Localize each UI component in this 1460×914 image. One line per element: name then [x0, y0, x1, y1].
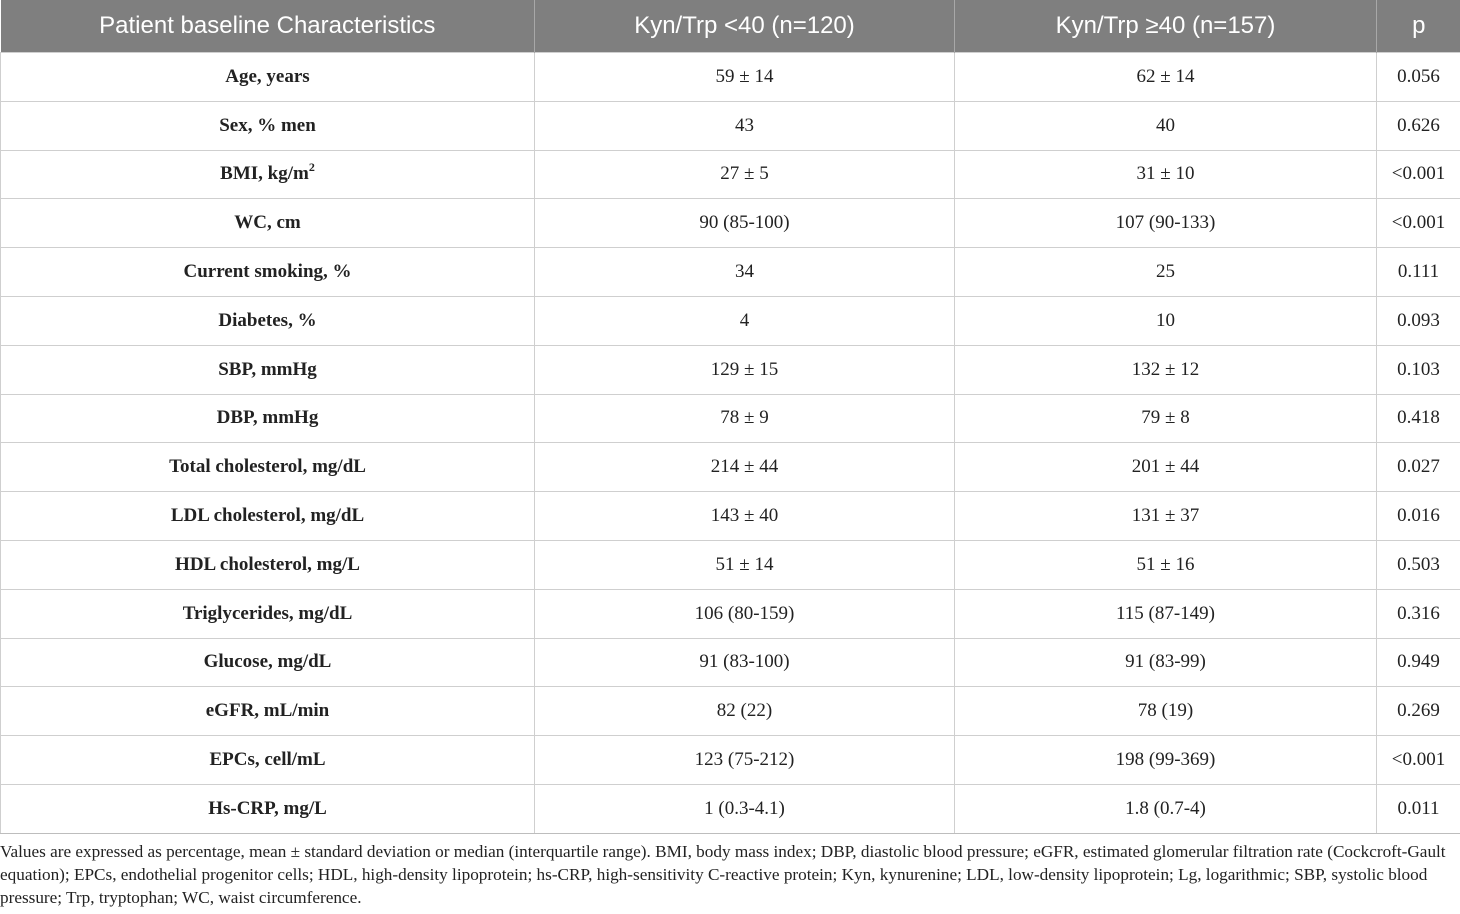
cell-high-group: 1.8 (0.7-4): [955, 784, 1377, 833]
table-header: [1, 0, 1460, 53]
row-label: DBP, mmHg: [1, 394, 535, 443]
cell-low-group: 59 ± 14: [535, 53, 955, 102]
table-body: [1, 53, 1460, 834]
cell-high-group: 51 ± 16: [955, 540, 1377, 589]
table-row: [1, 150, 1460, 199]
table-row: [1, 540, 1460, 589]
cell-low-group: 143 ± 40: [535, 492, 955, 541]
cell-high-group: 91 (83-99): [955, 638, 1377, 687]
cell-low-group: 129 ± 15: [535, 345, 955, 394]
cell-high-group: 25: [955, 248, 1377, 297]
cell-p-value: 0.093: [1377, 296, 1460, 345]
table-row: [1, 53, 1460, 102]
cell-low-group: 82 (22): [535, 687, 955, 736]
header-kyn-trp-low: Kyn/Trp <40 (n=120): [535, 0, 955, 53]
row-label: SBP, mmHg: [1, 345, 535, 394]
cell-p-value: 0.949: [1377, 638, 1460, 687]
cell-low-group: 1 (0.3-4.1): [535, 784, 955, 833]
cell-low-group: 91 (83-100): [535, 638, 955, 687]
row-label: Glucose, mg/dL: [1, 638, 535, 687]
cell-low-group: 78 ± 9: [535, 394, 955, 443]
cell-p-value: 0.027: [1377, 443, 1460, 492]
table-row: [1, 443, 1460, 492]
cell-high-group: 79 ± 8: [955, 394, 1377, 443]
cell-low-group: 43: [535, 101, 955, 150]
cell-p-value: 0.269: [1377, 687, 1460, 736]
cell-p-value: <0.001: [1377, 736, 1460, 785]
cell-p-value: 0.056: [1377, 53, 1460, 102]
row-label: [1, 150, 535, 199]
cell-low-group: 51 ± 14: [535, 540, 955, 589]
cell-p-value: 0.111: [1377, 248, 1460, 297]
table-row: [1, 394, 1460, 443]
cell-high-group: 198 (99-369): [955, 736, 1377, 785]
row-label: eGFR, mL/min: [1, 687, 535, 736]
header-kyn-trp-high: Kyn/Trp ≥40 (n=157): [955, 0, 1377, 53]
header-characteristics: Patient baseline Characteristics: [1, 0, 535, 53]
table-row: [1, 199, 1460, 248]
row-label: Hs-CRP, mg/L: [1, 784, 535, 833]
row-label: Total cholesterol, mg/dL: [1, 443, 535, 492]
table-row: [1, 784, 1460, 833]
table-footnote: Values are expressed as percentage, mean ± standard deviation or median (interquartile range). BMI, body mass index; DBP, diastolic blood pressure; eGFR, estimated glomerular filtration rate (Cockcroft-Gault equation); EPCs, endothelial progenitor cells; HDL, high-density lipoprotein; hs-CRP, high-sensitivity C-reactive protein; Kyn, kynurenine; LDL, low-density lipoprotein; Lg, logarithmic; SBP, systolic blood pressure; Trp, tryptophan; WC, waist circumference.: [0, 842, 1446, 907]
cell-high-group: 40: [955, 101, 1377, 150]
cell-low-group: 123 (75-212): [535, 736, 955, 785]
row-label: Current smoking, %: [1, 248, 535, 297]
cell-high-group: 107 (90-133): [955, 199, 1377, 248]
row-label: Sex, % men: [1, 101, 535, 150]
table-row: [1, 296, 1460, 345]
table-row: [1, 687, 1460, 736]
cell-high-group: 132 ± 12: [955, 345, 1377, 394]
row-label: HDL cholesterol, mg/L: [1, 540, 535, 589]
cell-p-value: 0.626: [1377, 101, 1460, 150]
row-label: EPCs, cell/mL: [1, 736, 535, 785]
cell-high-group: 115 (87-149): [955, 589, 1377, 638]
cell-high-group: 62 ± 14: [955, 53, 1377, 102]
cell-p-value: 0.418: [1377, 394, 1460, 443]
cell-low-group: 34: [535, 248, 955, 297]
table-row: [1, 345, 1460, 394]
cell-high-group: 201 ± 44: [955, 443, 1377, 492]
cell-high-group: 131 ± 37: [955, 492, 1377, 541]
header-p-value: p: [1377, 0, 1460, 53]
row-label: WC, cm: [1, 199, 535, 248]
cell-p-value: <0.001: [1377, 150, 1460, 199]
table-row: [1, 638, 1460, 687]
cell-p-value: 0.016: [1377, 492, 1460, 541]
cell-p-value: 0.316: [1377, 589, 1460, 638]
cell-high-group: 31 ± 10: [955, 150, 1377, 199]
cell-low-group: 106 (80-159): [535, 589, 955, 638]
row-label: Diabetes, %: [1, 296, 535, 345]
table-row: [1, 248, 1460, 297]
cell-p-value: 0.103: [1377, 345, 1460, 394]
row-label: LDL cholesterol, mg/dL: [1, 492, 535, 541]
row-label: Age, years: [1, 53, 535, 102]
cell-p-value: <0.001: [1377, 199, 1460, 248]
table-row: [1, 736, 1460, 785]
cell-high-group: 78 (19): [955, 687, 1377, 736]
cell-low-group: 90 (85-100): [535, 199, 955, 248]
cell-high-group: 10: [955, 296, 1377, 345]
table-row: [1, 492, 1460, 541]
table-row: [1, 589, 1460, 638]
row-label-superscript: 2: [308, 160, 315, 175]
cell-p-value: 0.503: [1377, 540, 1460, 589]
cell-p-value: 0.011: [1377, 784, 1460, 833]
header-row: [1, 0, 1460, 53]
cell-low-group: 27 ± 5: [535, 150, 955, 199]
row-label: Triglycerides, mg/dL: [1, 589, 535, 638]
cell-low-group: 4: [535, 296, 955, 345]
row-label-text: BMI, kg/m: [220, 163, 309, 185]
table-row: [1, 101, 1460, 150]
cell-low-group: 214 ± 44: [535, 443, 955, 492]
